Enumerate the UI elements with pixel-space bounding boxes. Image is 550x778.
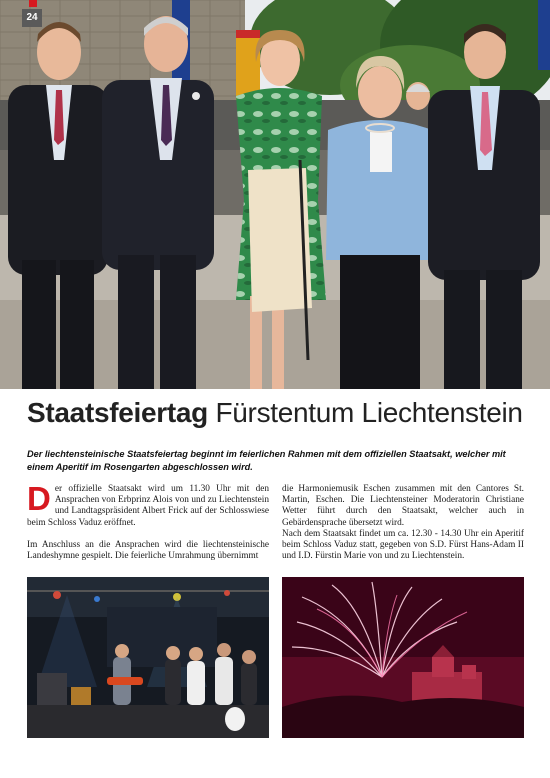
paragraph-4: Nach dem Staatsakt findet um ca. 12.30 - 14.30 Uhr ein Aperitif beim Schloss Vaduz statt, gegeben von S.D. Fürst Hans-Adam II und I.D. Fürstin Marie von und zu Liechtenstein.: [282, 528, 524, 562]
body-column-2: [282, 484, 524, 573]
paragraph-2: Im Anschluss an die Ansprachen wird die liechtensteinische Landeshymne gespielt. Die feierliche Umrahmung übernimmt: [27, 539, 269, 562]
dropcap: D: [27, 480, 51, 517]
fireworks-photo: [282, 577, 524, 738]
paragraph-1-text: er offizielle Staatsakt wird um 11.30 Uhr mit den Ansprachen von Erbprinz Alois von und zu Liechtenstein und Landtagspräsident Albert Frick auf der Schlosswiese beim Schloss Vaduz eröffnet.: [27, 484, 269, 528]
headline-rest: Fürstentum Liechtenstein: [208, 397, 523, 428]
paragraph-3: die Harmoniemusik Eschen zusammen mit den Cantores St. Martin, Eschen. Die Liechtensteiner Moderatorin Christiane Wetter führt durch den Staatsakt, welcher auch in Gebärdensprache übersetzt wird.: [282, 484, 524, 528]
paragraph-1: [27, 480, 269, 529]
body-column-1: [27, 480, 269, 573]
article-headline: [27, 397, 523, 429]
concert-photo: [27, 577, 269, 738]
headline-bold: Staatsfeiertag: [27, 397, 208, 428]
page-number: 24: [22, 9, 42, 27]
page-number-accent: [29, 0, 37, 7]
article-lead: Der liechtensteinische Staatsfeiertag beginnt im feierlichen Rahmen mit dem offiziellen Staatsakt, welcher mit einem Aperitif im Rosengarten abgeschlossen wird.: [27, 449, 506, 472]
